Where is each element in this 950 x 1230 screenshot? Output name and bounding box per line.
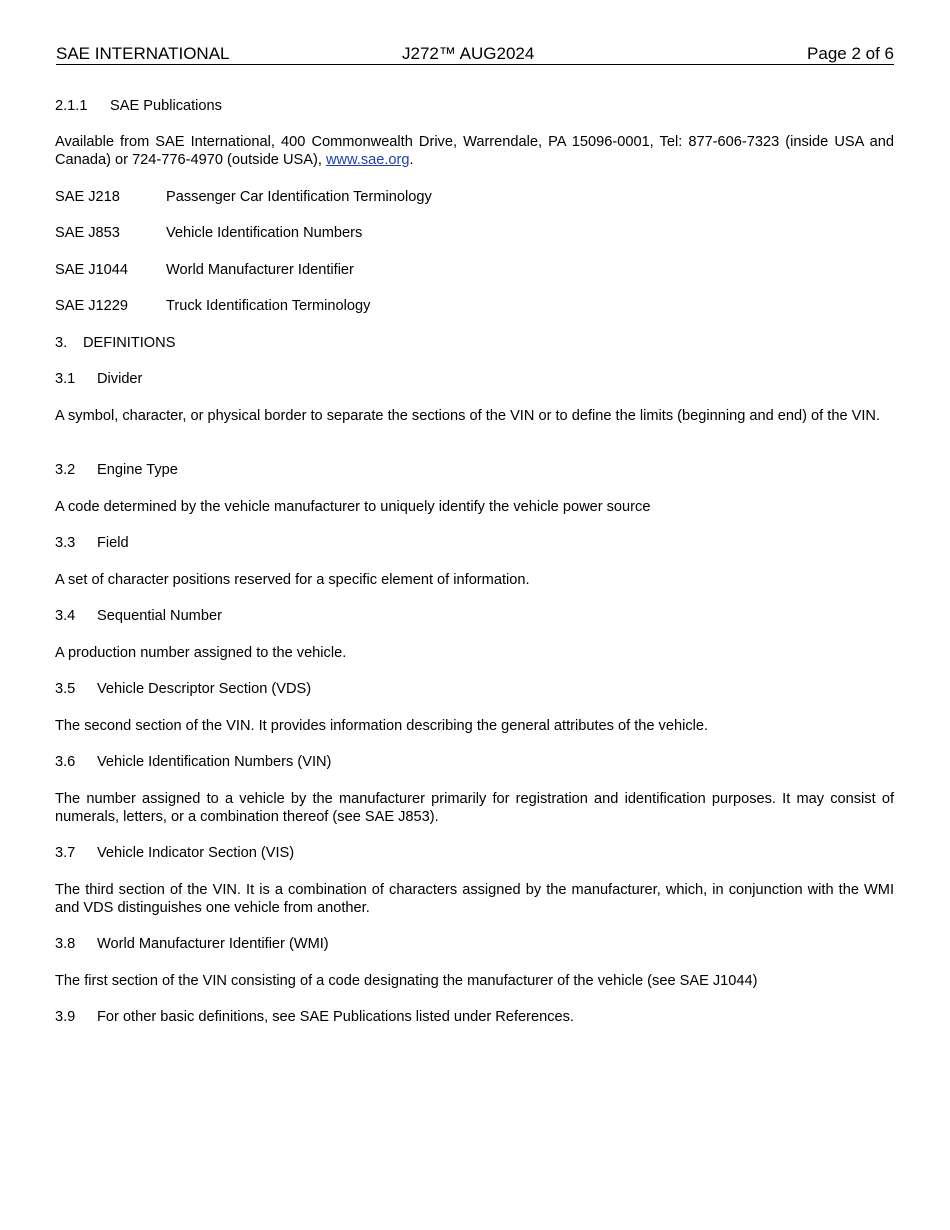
definition-term: Vehicle Indicator Section (VIS): [97, 845, 295, 861]
definition-text: A production number assigned to the vehicle.: [55, 645, 347, 661]
definition-text: A symbol, character, or physical border to separate the sections of the VIN or to define the limits (beginning and end) of the VIN.: [55, 408, 880, 424]
definition-heading: [55, 753, 894, 771]
availability-paragraph: [55, 133, 894, 169]
definition-heading: [55, 461, 894, 479]
definition-text: The number assigned to a vehicle by the manufacturer primarily for registration and identification purposes. It may consist of numerals, letters, or a combination thereof (see SAE J853).: [55, 791, 894, 825]
reference-item: [55, 224, 894, 242]
definition-text: The third section of the VIN. It is a combination of characters assigned by the manufacturer, which, in conjunction with the WMI and VDS distinguishes one vehicle from another.: [55, 882, 894, 916]
header-doc-id: J272™ AUG2024: [402, 44, 535, 63]
definition-term: Engine Type: [97, 462, 178, 478]
definition-number: 3.2: [55, 462, 76, 478]
section-title: SAE Publications: [110, 98, 222, 114]
definition-number: 3.6: [55, 754, 76, 770]
reference-title: Vehicle Identification Numbers: [166, 225, 363, 241]
section-heading-3: [55, 334, 894, 352]
availability-text-end: .: [409, 152, 414, 168]
definition-heading: [55, 844, 894, 862]
definition-heading: [55, 680, 894, 698]
definition-term: World Manufacturer Identifier (WMI): [97, 936, 329, 952]
definition-term: Field: [97, 535, 129, 551]
definition-number: 3.3: [55, 535, 76, 551]
reference-title: Truck Identification Terminology: [166, 298, 371, 314]
definition-term: For other basic definitions, see SAE Publications listed under References.: [97, 1009, 574, 1025]
definition-text: A set of character positions reserved for a specific element of information.: [55, 572, 530, 588]
reference-code: SAE J218: [55, 189, 120, 205]
header-org: SAE INTERNATIONAL: [56, 44, 230, 63]
sae-website-link[interactable]: www.sae.org: [325, 152, 410, 168]
definition-text: The second section of the VIN. It provides information describing the general attributes of the vehicle.: [55, 718, 709, 734]
definition-heading: [55, 1008, 894, 1026]
reference-title: Passenger Car Identification Terminology: [166, 189, 432, 205]
reference-item: [55, 188, 894, 206]
definition-number: 3.8: [55, 936, 76, 952]
definition-term: Vehicle Descriptor Section (VDS): [97, 681, 312, 697]
definition-heading: [55, 607, 894, 625]
definition-number: 3.4: [55, 608, 76, 624]
definition-term: Sequential Number: [97, 608, 222, 624]
section-heading-2-1-1: [55, 97, 894, 115]
reference-code: SAE J1229: [55, 298, 129, 314]
definition-term: Divider: [97, 371, 143, 387]
definition-term: Vehicle Identification Numbers (VIN): [97, 754, 332, 770]
reference-item: [55, 297, 894, 315]
definition-text: The first section of the VIN consisting of a code designating the manufacturer of the vehicle (see SAE J1044): [55, 973, 758, 989]
definition-heading: [55, 534, 894, 552]
section-title: DEFINITIONS: [83, 335, 176, 351]
definition-number: 3.5: [55, 681, 76, 697]
availability-text: Available from SAE International, 400 Commonwealth Drive, Warrendale, PA 15096-0001, Tel: 877-606-7323 (inside USA and Canada) or 724-776-4970 (outside USA),: [55, 134, 894, 168]
definition-heading: [55, 370, 894, 388]
reference-title: World Manufacturer Identifier: [166, 262, 354, 278]
reference-code: SAE J853: [55, 225, 120, 241]
definition-number: 3.7: [55, 845, 76, 861]
section-number: 2.1.1: [55, 98, 88, 114]
definition-text: A code determined by the vehicle manufacturer to uniquely identify the vehicle power source: [55, 499, 651, 515]
reference-item: [55, 261, 894, 279]
definition-number: 3.9: [55, 1009, 76, 1025]
definition-heading: [55, 935, 894, 953]
reference-code: SAE J1044: [55, 262, 129, 278]
section-number: 3.: [55, 335, 68, 351]
page-header: [56, 44, 894, 65]
definition-number: 3.1: [55, 371, 76, 387]
header-page-number: Page 2 of 6: [807, 44, 894, 63]
